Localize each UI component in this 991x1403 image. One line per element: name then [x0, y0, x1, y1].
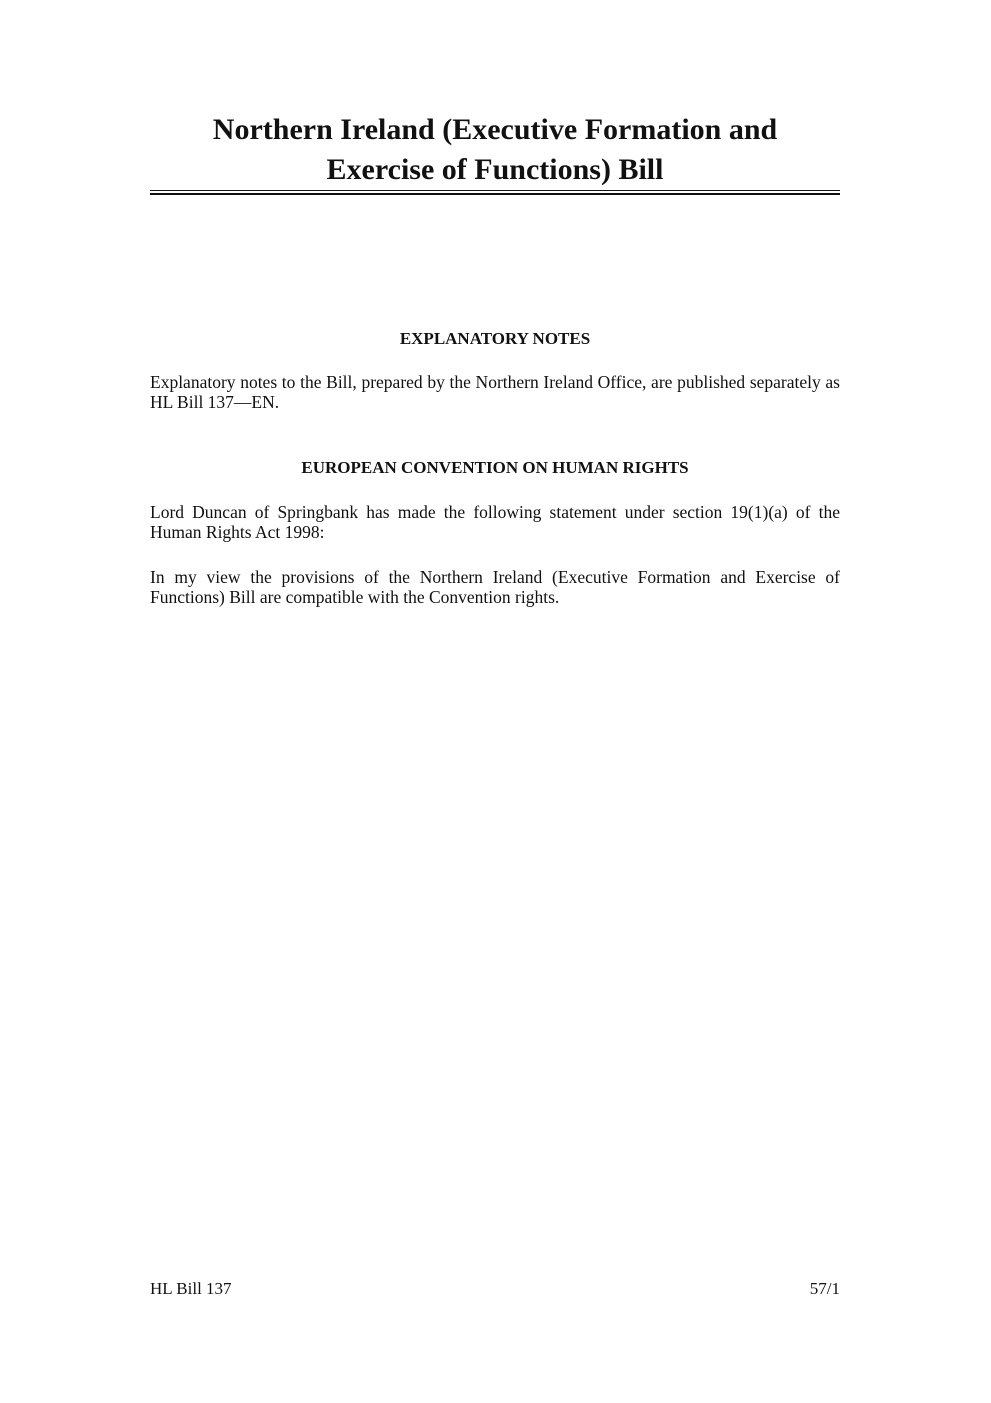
title-rule-thick [150, 193, 840, 195]
echr-heading: EUROPEAN CONVENTION ON HUMAN RIGHTS [301, 458, 689, 477]
echr-statement-intro: Lord Duncan of Springbank has made the following statement under section 19(1)(a) of the Human Rights Act 1998: [150, 502, 840, 542]
title-line-1: Northern Ireland (Executive Formation and [212, 113, 778, 146]
bill-title [150, 110, 840, 190]
bill-reference: HL Bill 137 [150, 1279, 232, 1298]
echr-statement: In my view the provisions of the Northern Ireland (Executive Formation and Exercise of Functions) Bill are compatible with the Convention rights. [150, 567, 840, 607]
page-reference: 57/1 [809, 1279, 840, 1298]
title-line-2: Exercise of Functions) Bill [326, 153, 664, 186]
explanatory-notes-heading: EXPLANATORY NOTES [399, 329, 591, 348]
explanatory-notes-text: Explanatory notes to the Bill, prepared by the Northern Ireland Office, are published separately as HL Bill 137—EN. [150, 372, 840, 412]
page-footer [150, 1279, 840, 1299]
title-rule-thin [150, 190, 840, 191]
